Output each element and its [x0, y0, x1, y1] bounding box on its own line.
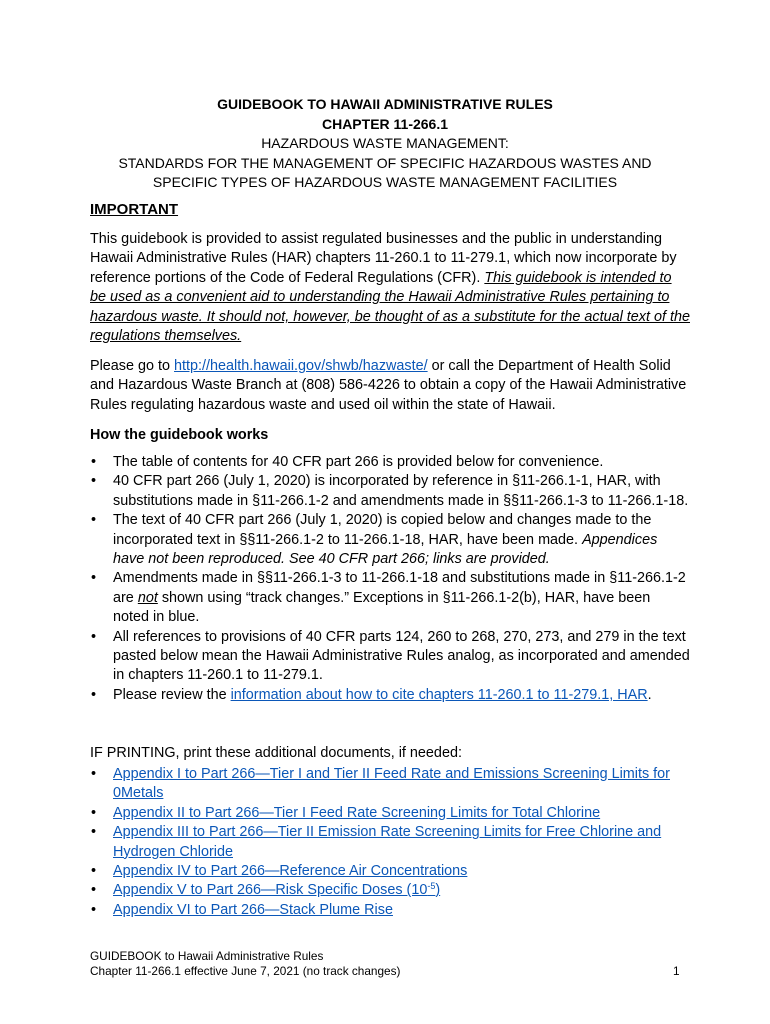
- document-title-block: [60, 95, 710, 193]
- footer-line-1: GUIDEBOOK to Hawaii Administrative Rules: [90, 949, 324, 963]
- how-guidebook-works-heading: How the guidebook works: [90, 427, 269, 443]
- list-item-text: All references to provisions of 40 CFR parts 124, 260 to 268, 270, 273, and 279 in the text pasted below mean the Hawaii Administrative Rules analog, as incorporated and amended in chapters 11-260.1 to 11-279.1.: [113, 628, 690, 684]
- appendix-1-link[interactable]: Appendix I to Part 266—Tier I and Tier II Feed Rate and Emissions Screening Limits for 0Metals: [113, 766, 670, 802]
- footer-line-2: Chapter 11-266.1 effective June 7, 2021 (no track changes): [90, 964, 401, 978]
- appendix-5-link-close: ): [435, 882, 441, 899]
- appendices-note: Appendices have not been reproduced. See 40 CFR part 266; links are provided.: [113, 531, 658, 568]
- list-item: [90, 686, 690, 705]
- appendix-4-link[interactable]: Appendix IV to Part 266—Reference Air Concentrations: [113, 863, 468, 880]
- title-line-2: CHAPTER 11-266.1: [321, 115, 449, 132]
- important-heading: IMPORTANT: [90, 201, 179, 218]
- list-item-text: .: [647, 686, 652, 703]
- list-item: [90, 804, 690, 823]
- list-item: [90, 453, 690, 472]
- appendix-link-list: [90, 765, 690, 920]
- emphasis-not: not: [137, 589, 158, 606]
- printing-intro: IF PRINTING, print these additional documents, if needed:: [90, 745, 462, 761]
- page-footer: [90, 949, 690, 979]
- title-line-4: STANDARDS FOR THE MANAGEMENT OF SPECIFIC HAZARDOUS WASTES AND: [118, 154, 652, 171]
- contact-text-pre: Please go to: [90, 358, 175, 374]
- disclaimer-text: This guidebook is intended to be used as a convenient aid to understanding the Hawaii Administrative Rules pertaining to hazardous waste. It should not, however, be thought of as a substitute for the actual text of the regulations themselves.: [90, 269, 690, 345]
- appendix-2-link[interactable]: Appendix II to Part 266—Tier I Feed Rate Screening Limits for Total Chlorine: [113, 804, 601, 821]
- list-item: [90, 569, 690, 627]
- title-line-1: GUIDEBOOK TO HAWAII ADMINISTRATIVE RULES: [217, 96, 553, 112]
- list-item: [90, 472, 690, 511]
- list-item: [90, 765, 690, 804]
- list-item-text: Amendments made in §§11-266.1-3 to 11-266.1-18 and substitutions made in §11-266.1-2 are: [113, 570, 686, 606]
- list-item: [90, 511, 690, 569]
- appendix-3-link[interactable]: Appendix III to Part 266—Tier II Emission Rate Screening Limits for Free Chlorine and Hydrogen Chloride: [113, 824, 662, 860]
- list-item: [90, 901, 690, 920]
- list-item-text: The text of 40 CFR part 266 (July 1, 2020) is copied below and changes made to the incorporated text in §§11-266.1-2 to 11-266.1-18, HAR, have been made.: [113, 512, 652, 548]
- title-line-3: HAZARDOUS WASTE MANAGEMENT:: [261, 135, 509, 151]
- appendix-5-link-text: Appendix V to Part 266—Risk Specific Doses (10: [113, 882, 428, 899]
- appendix-5-link[interactable]: [113, 882, 440, 898]
- page-number: 1: [673, 964, 680, 978]
- how-list: [90, 453, 690, 705]
- title-line-5: SPECIFIC TYPES OF HAZARDOUS WASTE MANAGEMENT FACILITIES: [152, 174, 618, 190]
- list-item: [90, 628, 690, 686]
- exponent: -5: [427, 881, 436, 892]
- list-item-text: 40 CFR part 266 (July 1, 2020) is incorporated by reference in §11-266.1-1, HAR, with substitutions made in §11-266.1-2 and amendments made in §§11-266.1-3 to 11-266.1-18.: [113, 473, 689, 509]
- list-item-text: The table of contents for 40 CFR part 266 is provided below for convenience.: [113, 454, 604, 470]
- list-item: [90, 862, 690, 881]
- appendix-6-link[interactable]: Appendix VI to Part 266—Stack Plume Rise: [113, 901, 393, 918]
- citation-info-link[interactable]: information about how to cite chapters 11-260.1 to 11-279.1, HAR: [230, 686, 648, 703]
- contact-paragraph: [90, 357, 690, 415]
- contact-text-post: or call the Department of Health Solid and Hazardous Waste Branch at (808) 586-4226 to obtain a copy of the Hawaii Administrative Rules regulating hazardous waste and used oil within the state of Hawaii.: [90, 358, 687, 413]
- hazwaste-website-link[interactable]: http://health.hawaii.gov/shwb/hazwaste/: [174, 358, 428, 374]
- intro-text: This guidebook is provided to assist regulated businesses and the public in understanding Hawaii Administrative Rules (HAR) chapters 11-260.1 to 11-279.1, which now incorporate by reference portions of the Code of Federal Regulations (CFR).: [90, 231, 677, 286]
- list-item-text: Please review the: [113, 686, 231, 703]
- list-item-text: shown using “track changes.” Exceptions in §11-266.1-2(b), HAR, have been noted in blue.: [113, 589, 651, 626]
- intro-paragraph: [90, 230, 690, 346]
- list-item: [90, 881, 690, 900]
- list-item: [90, 823, 690, 862]
